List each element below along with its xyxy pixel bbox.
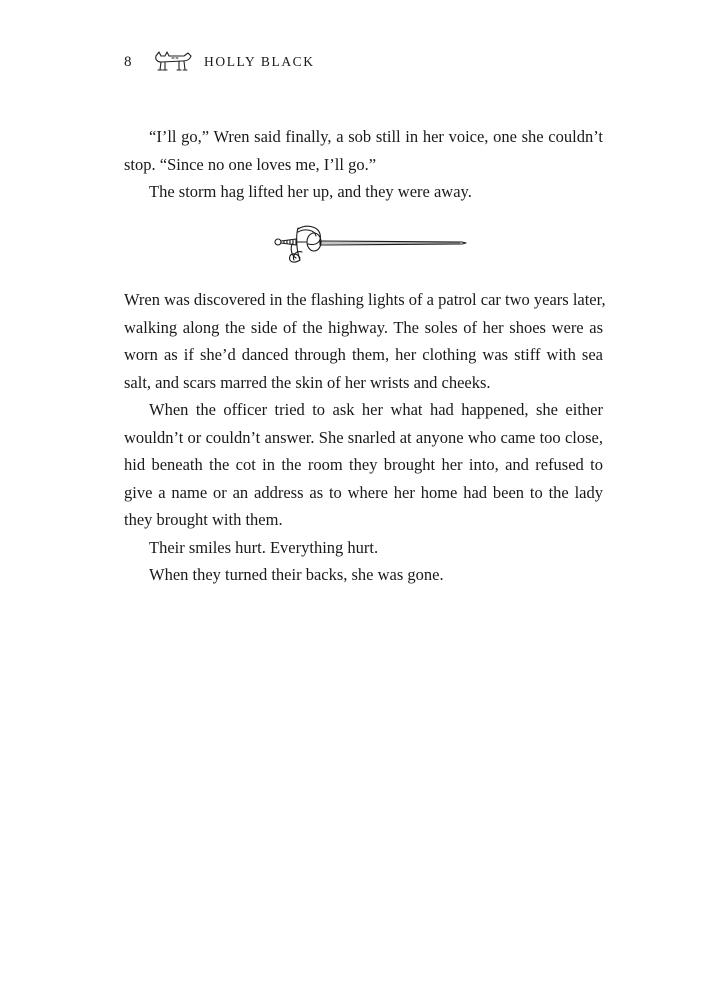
text-line: worn as if she’d danced through them, her clothing was stiff with sea <box>124 345 603 364</box>
paragraph <box>124 396 603 534</box>
paragraph <box>124 123 603 178</box>
text-section-2 <box>124 286 606 589</box>
text-line: Their smiles hurt. Everything hurt. <box>149 537 379 557</box>
text-line: salt, and scars marred the skin of her wrists and cheeks. <box>124 372 491 392</box>
text-line: walking along the side of the highway. The soles of her shoes were as <box>124 317 603 337</box>
page-number: 8 <box>124 53 132 70</box>
text-line: When they turned their backs, she was gone. <box>149 565 444 584</box>
text-line: stop. “Since no one loves me, I’ll go.” <box>124 154 377 174</box>
paragraph <box>124 534 603 562</box>
paragraph <box>124 561 603 589</box>
fox-emblem-icon <box>152 50 194 74</box>
paragraph <box>124 178 603 206</box>
text-line: they brought with them. <box>124 510 283 529</box>
text-line: wouldn’t or couldn’t answer. She snarled at anyone who came too close, <box>124 427 603 447</box>
text-section-1 <box>124 123 603 206</box>
text-line: “I’ll go,” Wren said finally, a sob still in her voice, one she couldn’t <box>149 127 603 146</box>
text-line: hid beneath the cot in the room they brought her into, and refused to <box>124 455 603 474</box>
text-line: The storm hag lifted her up, and they were away. <box>149 182 472 201</box>
rapier-sword-icon <box>272 220 468 272</box>
text-line: Wren was discovered in the flashing lights of a patrol car two years later, <box>124 290 606 309</box>
author-name: HOLLY BLACK <box>204 54 315 69</box>
text-line: When the officer tried to ask her what had happened, she either <box>149 400 603 419</box>
running-head <box>124 50 315 74</box>
text-line: give a name or an address as to where her home had been to the lady <box>124 482 603 502</box>
paragraph <box>124 286 606 396</box>
